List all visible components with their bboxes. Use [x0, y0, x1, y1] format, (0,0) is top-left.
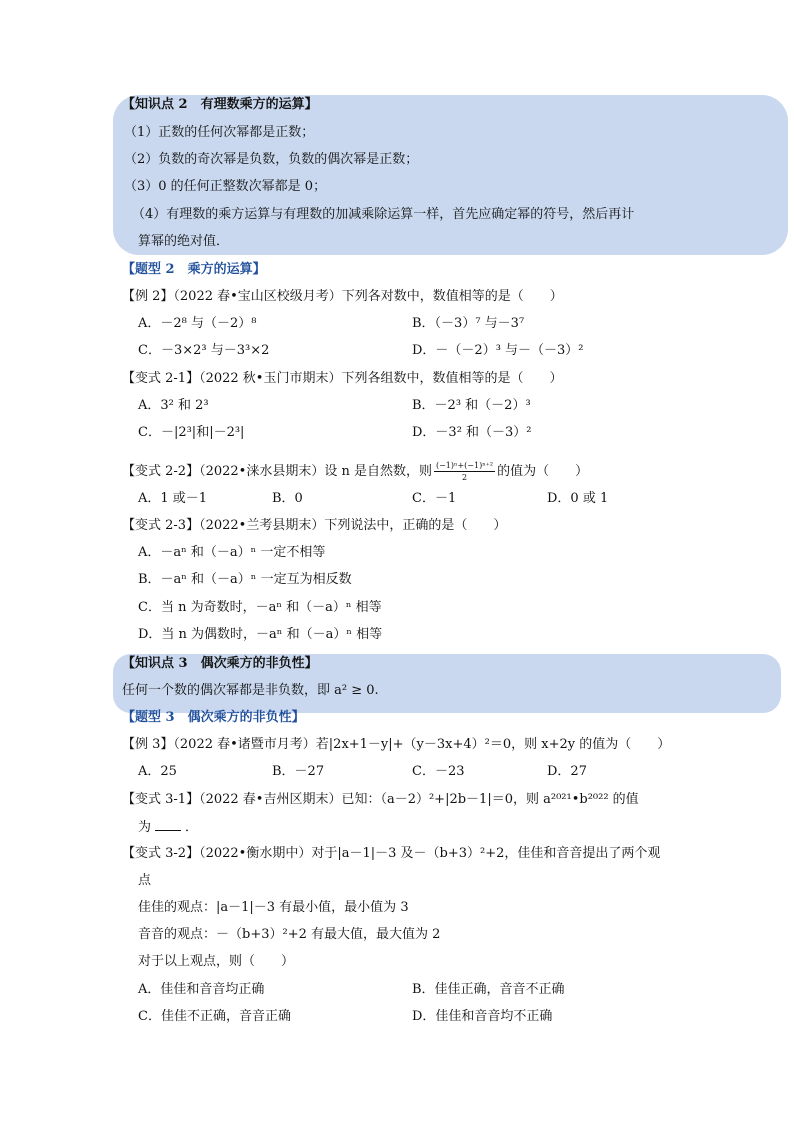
knowledge-point-3-text: 任何一个数的偶次幂都是非负数，即 a² ≥ 0.	[122, 683, 379, 698]
answer-blank[interactable]	[155, 818, 181, 831]
variant-3-2-stem-line-2: 点	[138, 873, 152, 888]
variant-2-3-option-c: C．当 n 为奇数时，－aⁿ 和（－a）ⁿ 相等	[138, 600, 382, 615]
variant-3-2-stem: 【变式 3-2】（2022•衡水期中）对于|a－1|－3 及－（b+3）²+2，佳佳和音音提出了两个观	[122, 846, 661, 861]
fraction	[434, 460, 495, 483]
variant-2-3-stem: 【变式 2-3】（2022•兰考县期末）下列说法中，正确的是（ ）	[122, 518, 507, 533]
variant-3-1-stem-2-pre: 为	[138, 820, 152, 835]
fraction-denominator: 2	[461, 473, 468, 482]
variant-3-1-stem: 【变式 3-1】（2022 春•吉州区期末）已知：（a－2）²+|2b－1|＝0，则 a²⁰²¹•b²⁰²² 的值	[122, 792, 639, 807]
variant-3-2-option-b: B．佳佳正确，音音不正确	[412, 982, 565, 997]
variant-2-1-option-c: C．－|2³|和|－2³|	[138, 425, 245, 440]
example-3-option-b: B．－27	[272, 764, 325, 779]
variant-2-1-option-b: B．－2³ 和（－2）³	[412, 398, 531, 413]
example-2-option-b: B．（－3）⁷ 与－3⁷	[412, 316, 525, 331]
type-2-title: 【题型 2 乘方的运算】	[122, 262, 266, 277]
kp2-item-3: （3）0 的任何正整数次幂都是 0；	[124, 179, 327, 194]
yinyin-viewpoint: 音音的观点：－（b+3）²+2 有最大值，最大值为 2	[138, 927, 441, 942]
kp2-item-1: （1）正数的任何次幂都是正数；	[124, 125, 315, 140]
variant-2-3-option-a: A．－aⁿ 和（－a）ⁿ 一定不相等	[138, 545, 326, 560]
type-3-title: 【题型 3 偶次乘方的非负性】	[122, 710, 305, 725]
variant-2-3-option-b: B．－aⁿ 和（－a）ⁿ 一定互为相反数	[138, 572, 352, 587]
variant-2-2-stem	[122, 460, 588, 483]
variant-2-2-option-d: D．0 或 1	[547, 491, 609, 506]
example-3-option-c: C．－23	[412, 764, 465, 779]
variant-3-2-option-a: A．佳佳和音音均正确	[138, 982, 265, 997]
variant-2-1-option-d: D．－3² 和（－3）²	[412, 425, 532, 440]
example-3-option-d: D．27	[547, 764, 587, 779]
kp2-item-5: 算幂的绝对值．	[138, 234, 230, 249]
example-3-option-a: A．25	[138, 764, 177, 779]
variant-3-2-question: 对于以上观点，则（ ）	[138, 954, 295, 969]
jiajia-viewpoint: 佳佳的观点：|a－1|－3 有最小值，最小值为 3	[138, 900, 409, 915]
knowledge-point-2-title: 【知识点 2 有理数乘方的运算】	[122, 97, 318, 112]
example-2-option-a: A．－2⁸ 与（－2）⁸	[138, 316, 257, 331]
example-2-option-c: C．－3×2³ 与－3³×2	[138, 343, 270, 358]
variant-3-2-option-c: C．佳佳不正确，音音正确	[138, 1009, 291, 1024]
variant-2-1-option-a: A．3² 和 2³	[138, 398, 209, 413]
variant-2-2-stem-pre: 【变式 2-2】（2022•涞水县期末）设 n 是自然数，则	[122, 464, 432, 479]
kp2-item-4: （4）有理数的乘方运算与有理数的加减乘除运算一样，首先应确定幂的符号，然后再计	[132, 207, 635, 222]
variant-3-2-option-d: D．佳佳和音音均不正确	[412, 1009, 553, 1024]
variant-2-2-option-c: C．－1	[412, 491, 457, 506]
example-2-stem: 【例 2】（2022 春•宝山区校级月考）下列各对数中，数值相等的是（ ）	[122, 289, 563, 304]
variant-2-2-option-a: A．1 或－1	[138, 491, 208, 506]
variant-2-3-option-d: D．当 n 为偶数时，－aⁿ 和（－a）ⁿ 相等	[138, 627, 383, 642]
variant-2-2-stem-post: 的值为（ ）	[497, 464, 589, 479]
knowledge-point-3-title: 【知识点 3 偶次乘方的非负性】	[122, 656, 318, 671]
variant-3-1-stem-2-post: ．	[185, 820, 199, 835]
example-2-option-d: D．－（－2）³ 与－（－3）²	[412, 343, 584, 358]
kp2-item-2: （2）负数的奇次幂是负数，负数的偶次幂是正数；	[124, 152, 419, 167]
knowledge-box-2	[113, 95, 788, 255]
variant-2-2-option-b: B．0	[272, 491, 303, 506]
variant-2-1-stem: 【变式 2-1】（2022 秋•玉门市期末）下列各组数中，数值相等的是（ ）	[122, 371, 563, 386]
fraction-numerator: (−1)ⁿ+(−1)ⁿ⁺²	[435, 461, 494, 470]
example-3-stem: 【例 3】（2022 春•诸暨市月考）若|2x+1－y|+（y－3x+4）²＝0，则 x+2y 的值为（ ）	[122, 737, 671, 752]
variant-3-1-stem-line-2	[138, 818, 198, 837]
